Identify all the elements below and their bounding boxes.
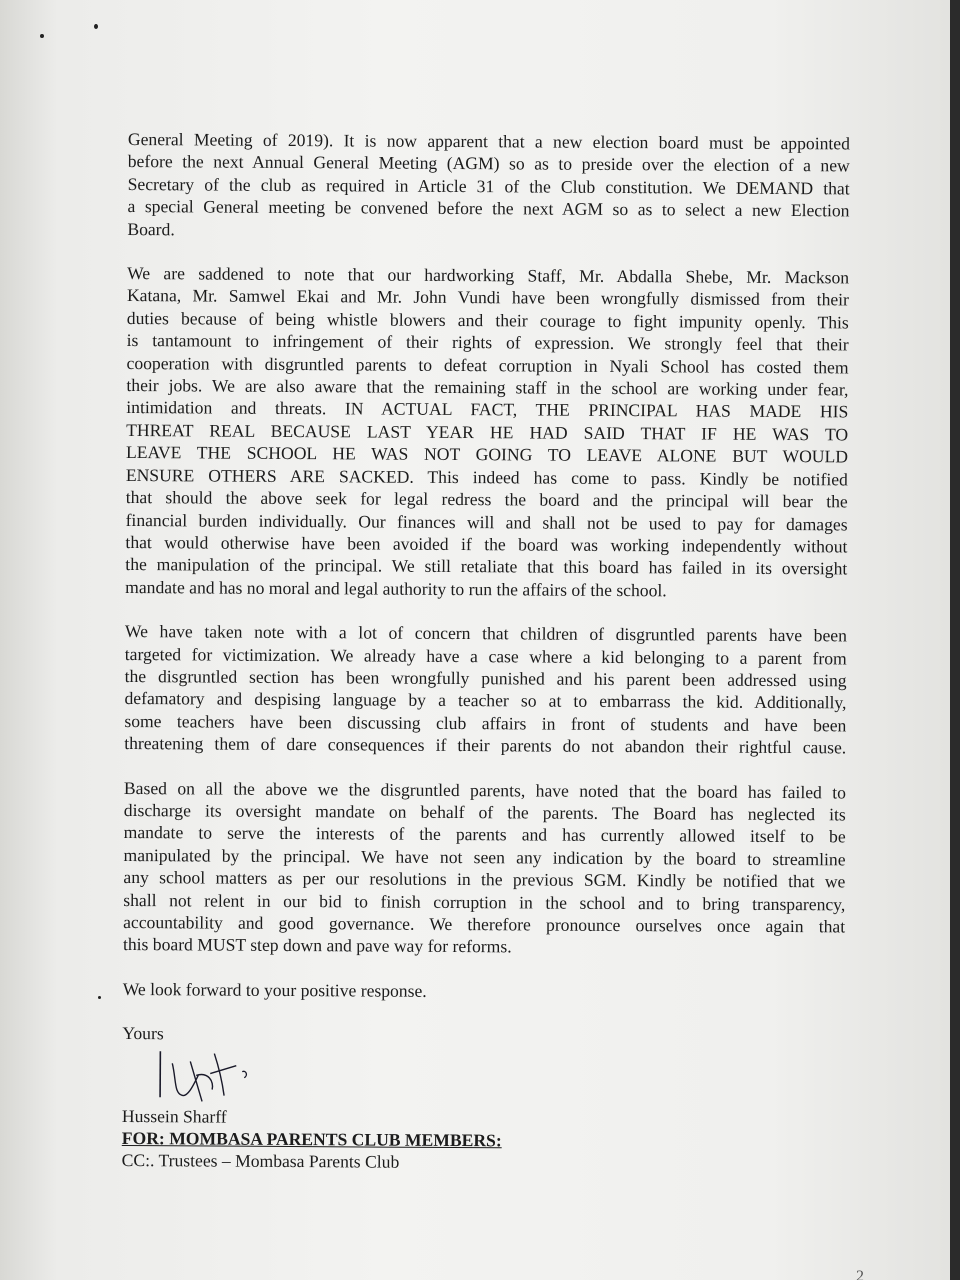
text-line: their jobs. We are also aware that the remaining staff in the school are working under fear, [126,375,849,400]
text-line: Secretary of the club as required in Article 31 of the Club constitution. We DEMAND that [127,173,850,199]
paragraph [123,777,846,961]
text-line: discharge its oversight mandate on behalf of the parents. The Board has neglected its [123,799,846,825]
text-line: the manipulation of the principal. We still retaliate that this board has failed in its oversight [125,554,848,579]
text-line: duties because of being whistle blowers and their courage to fight impunity openly. This [126,307,849,333]
text-line: accountability and good governance. We therefore pronounce ourselves once again that [123,911,846,937]
paragraph [125,262,849,602]
signature-block [122,1049,844,1109]
signatory-name: Hussein Sharff [121,1105,227,1127]
text-line: targeted for victimization. We already have a case where a kid belonging to a parent from [124,643,847,668]
page-edge-shadow [950,0,960,1280]
text-line: any school matters as per our resolutions in the previous SGM. Kindly be notified that we [123,867,846,892]
speck-mark [94,24,98,29]
text-line: that should the above seek for legal redress the board and the principal will bear the [125,487,848,512]
text-line: Board. [127,218,175,239]
text-line: cooperation with disgruntled parents to defeat corruption in Nyali School has costed them [126,352,849,378]
text-line: some teachers have been discussing club affairs in front of students and have been [124,710,847,736]
text-line: ENSURE OTHERS ARE SACKED. This indeed has come to pass. Kindly be notified [125,464,848,490]
text-line: We have taken note with a lot of concern that children of disgruntled parents have been [124,621,847,646]
text-line: General Meeting of 2019). It is now apparent that a new election board must be appointed [127,128,850,154]
text-line: that would otherwise have been avoided if the board was working independently without [125,531,848,557]
salutation: Yours [122,1023,164,1044]
text-line: manipulated by the principal. We have not seen any indication by the board to streamline [123,844,846,870]
organization-line: FOR: MOMBASA PARENTS CLUB MEMBERS: [121,1128,502,1151]
page-number: 2 [856,1268,864,1280]
text-line: THREAT REAL BECAUSE LAST YEAR HE HAD SAID THAT IF HE WAS TO [126,419,849,445]
paragraph [127,128,850,244]
text-line: before the next Annual General Meeting (AGM) so as to preside over the election of a new [127,151,850,176]
text-line: shall not relent in our bid to finish corruption in the school and to bring transparency, [123,889,846,914]
closing-line: We look forward to your positive response. [122,978,427,1001]
text-line: Based on all the above we the disgruntled parents, have noted that the board has failed to [123,777,847,802]
text-line: financial burden individually. Our finances will and shall not be used to pay for damages [125,509,848,534]
text-line: intimidation and threats. IN ACTUAL FACT, THE PRINCIPAL HAS MADE HIS [126,397,849,422]
text-line: the disgruntled section has been wrongfully punished and his parent been addressed using [124,665,847,691]
text-line: We are saddened to note that our hardworking Staff, Mr. Abdalla Shebe, Mr. Mackson [127,263,850,288]
speck-mark [98,996,101,999]
cc-line: CC:. Trustees – Mombasa Parents Club [121,1150,400,1173]
text-line: this board MUST step down and pave way for reforms. [122,934,512,957]
text-line: LEAVE THE SCHOOL HE WAS NOT GOING TO LEAVE ALONE BUT WOULD [125,442,849,467]
text-line: mandate to serve the interests of the parents and has currently allowed itself to be [123,822,846,847]
text-line: mandate and has no moral and legal authority to run the affairs of the school. [125,576,667,601]
paragraph [124,620,847,759]
letter-body [122,128,850,1176]
text-line: a special General meeting be convened before the next AGM so as to select a new Election [127,196,850,221]
text-line: threatening them of dare consequences if their parents do not abandon their rightful cause. [124,733,847,758]
speck-mark [40,34,44,38]
text-line: defamatory and despising language by a teacher so at to embarrass the kid. Additionally, [124,688,847,713]
handwritten-signature [152,1045,272,1110]
text-line: Katana, Mr. Samwel Ekai and Mr. John Vundi have been wrongfully dismissed from their [126,285,850,310]
text-line: is tantamount to infringement of their rights of expression. We strongly feel that their [126,330,849,355]
